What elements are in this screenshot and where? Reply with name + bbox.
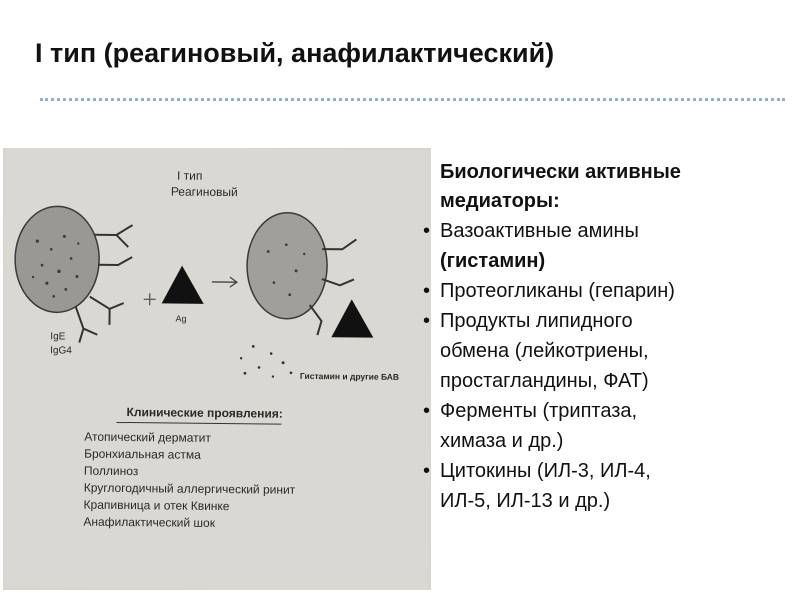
- antigen-triangle-bound: [331, 299, 373, 337]
- histamine-label: Гистамин и другие БАВ: [299, 370, 400, 382]
- mediator-text: обмена (лейкотриены,: [440, 340, 649, 362]
- mediators-list: [423, 216, 793, 516]
- clinical-item: Атопический дерматит: [84, 429, 211, 445]
- clinical-item: Крапивница и отек Квинке: [83, 497, 230, 514]
- figure-page: [3, 148, 431, 590]
- mediator-text: • Ферменты (триптаза,: [440, 400, 638, 422]
- clinical-item: Бронхиальная астма: [84, 446, 201, 462]
- figure-header-line2: Реагиновый: [170, 184, 238, 200]
- mediators-heading-line2: медиаторы:: [440, 190, 560, 212]
- mediator-text: • Продукты липидного: [440, 310, 633, 332]
- mediator-text: ИЛ-5, ИЛ-13 и др.): [440, 490, 611, 512]
- mediator-item: [423, 396, 793, 456]
- plus-sign: [144, 293, 156, 305]
- mediator-text: химаза и др.): [440, 430, 564, 452]
- ag-label: Ag: [175, 313, 187, 324]
- released-granules: [240, 345, 293, 378]
- figure-header: [171, 168, 238, 201]
- reaction-arrow: [212, 277, 237, 287]
- figure-header-line1: I тип: [176, 168, 203, 183]
- mediator-item: [423, 456, 793, 516]
- mediators-heading-line1: Биологически активные: [440, 161, 681, 183]
- mediator-text: простагландины, ФАТ): [440, 370, 649, 392]
- mediator-text: • Протеогликаны (гепарин): [440, 280, 675, 302]
- antigen-triangle: [162, 265, 204, 303]
- mediators-panel: [423, 158, 793, 516]
- antibody-labels: [50, 330, 72, 358]
- ige-label: IgE: [50, 331, 66, 343]
- mediator-item: [423, 306, 793, 396]
- clinical-heading: Клинические проявления:: [126, 405, 283, 421]
- mast-cell-right: [247, 212, 328, 319]
- mediators-heading: [440, 158, 793, 216]
- title-divider: [40, 98, 785, 101]
- mediator-text: • Цитокины (ИЛ-3, ИЛ-4,: [440, 460, 651, 482]
- clinical-list: [83, 429, 296, 533]
- mediator-text: • Вазоактивные амины: [440, 220, 639, 242]
- clinical-item: Поллиноз: [83, 463, 139, 479]
- igg4-label: IgG4: [50, 345, 72, 357]
- mediator-item: [423, 276, 793, 306]
- textbook-figure-photo: [3, 148, 431, 590]
- clinical-item: Анафилактический шок: [83, 514, 216, 530]
- clinical-item: Круглогодичный аллергический ринит: [83, 480, 296, 497]
- slide-title: I тип (реагиновый, анафилактический): [35, 38, 555, 68]
- mediator-text: (гистамин): [440, 250, 546, 272]
- mediator-item: [423, 216, 793, 276]
- mast-cell-left: [15, 206, 100, 313]
